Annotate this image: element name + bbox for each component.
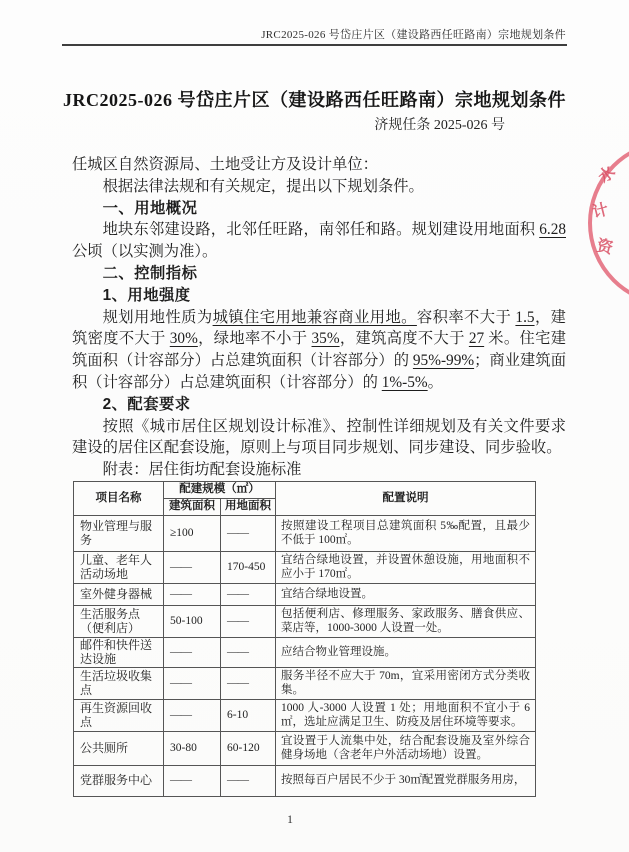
para-land-intensity: [72, 307, 566, 394]
seal-character: 资: [594, 237, 615, 258]
land-area-value: [221, 606, 276, 638]
land-area-value: [221, 638, 276, 668]
heading-control-indicators: [72, 263, 566, 285]
not-applicable-dash: ——: [227, 526, 248, 539]
land-area-value: 60-120: [221, 732, 276, 766]
build-area-value: 30-80: [164, 732, 221, 766]
item-name: 生活垃圾收集点: [74, 668, 164, 700]
not-applicable-dash: ——: [170, 708, 191, 721]
text-segment: 规划用地性质为: [102, 308, 213, 326]
document-number: 济规任条 2025-026 号: [374, 118, 505, 133]
text-segment: ；商业建筑面积（计容部分）占总建筑面积（计容部分）的: [72, 352, 566, 391]
build-area-value: [164, 668, 221, 700]
para-supporting-requirements: [72, 416, 566, 460]
body-text: [72, 154, 566, 481]
config-description: 1000 人-3000 人设置 1 处；用地面积不宜小于 6㎡，选址应满足卫生、防疫及居住环境等要求。: [276, 700, 536, 732]
config-description: 宜结合绿地设置，并设置休憩设施，用地面积不应小于 170㎡。: [276, 552, 536, 584]
underlined-value: 城镇住宅用地兼容商业用地。: [212, 308, 417, 326]
table-header-land-area: 用地面积: [221, 499, 276, 516]
build-area-value: [164, 700, 221, 732]
text-segment: 1、用地强度: [102, 286, 191, 304]
table-row: [74, 766, 536, 797]
config-description: 宜设置于人流集中处，结合配套设施及室外综合健身场地（含老年户外活动场地）设置。: [276, 732, 536, 766]
build-area-value: ≥100: [164, 516, 221, 552]
table-row: [74, 552, 536, 584]
not-applicable-dash: ——: [227, 614, 248, 627]
not-applicable-dash: ——: [227, 676, 248, 689]
heading-land-intensity: [72, 285, 566, 307]
document-title: JRC2025-026 号岱庄片区（建设路西任旺路南）宗地规划条件: [63, 90, 566, 110]
build-area-value: [164, 584, 221, 606]
underlined-value: 30%: [169, 330, 198, 348]
not-applicable-dash: ——: [170, 645, 191, 658]
underlined-value: 35%: [311, 330, 340, 348]
underlined-value: 1.5: [515, 308, 535, 326]
underlined-value: 95%-99%: [412, 352, 475, 370]
para-land-overview: [72, 219, 566, 263]
text-segment: ，建筑高度不大于: [339, 330, 469, 348]
build-area-value: [164, 766, 221, 797]
not-applicable-dash: ——: [227, 587, 248, 600]
not-applicable-dash: ——: [170, 774, 191, 787]
item-name: 室外健身器械: [74, 584, 164, 606]
text-segment: 2、配套要求: [102, 395, 191, 413]
text-segment: 地块东邻建设路，北邻任旺路，南邻任和路。规划建设用地面积: [102, 221, 540, 239]
text-segment: 根据法律法规和有关规定，提出以下规划条件。: [102, 177, 424, 195]
underlined-value: 27: [468, 330, 485, 348]
table-header-config-desc: 配置说明: [276, 482, 536, 516]
page-number: 1: [287, 812, 293, 826]
build-area-value: [164, 638, 221, 668]
seal-character: 计: [590, 201, 611, 222]
item-name: 再生资源回收点: [74, 700, 164, 732]
annex-caption: [72, 459, 566, 481]
not-applicable-dash: ——: [227, 645, 248, 658]
table-header-scale-group: 配建规模（㎡）: [164, 482, 276, 499]
text-segment: 。: [427, 373, 443, 391]
item-name: 生活服务点（便利店）: [74, 606, 164, 638]
not-applicable-dash: ——: [170, 560, 191, 573]
text-segment: 公顷（以实测为准）。: [72, 243, 218, 261]
item-name: 物业管理与服务: [74, 516, 164, 552]
text-segment: 一、用地概况: [102, 199, 198, 217]
text-segment: 二、控制指标: [102, 264, 198, 282]
config-description: 应结合物业管理设施。: [276, 638, 536, 668]
land-area-value: [221, 516, 276, 552]
table-header-row-1: [74, 482, 536, 499]
table-row: [74, 700, 536, 732]
running-header: JRC2025-026 号岱庄片区（建设路西任旺路南）宗地规划条件: [261, 29, 566, 41]
config-description: 包括便利店、修理服务、家政服务、膳食供应、菜店等，1000-3000 人设置一处。: [276, 606, 536, 638]
underlined-value: 1%-5%: [381, 373, 428, 391]
config-description: 按照每百户居民不少于 30㎡配置党群服务用房，: [276, 766, 536, 797]
item-name: 公共厕所: [74, 732, 164, 766]
salutation: [72, 154, 566, 176]
table-row: [74, 606, 536, 638]
text-segment: 按照《城市居住区规划设计标准》、控制性详细规划及有关文件要求建设的居住区配套设施，原则上与项目同步规划、同步建设、同步验收。: [72, 417, 566, 457]
land-area-value: [221, 766, 276, 797]
land-area-value: 170-450: [221, 552, 276, 584]
header-rule: [62, 44, 567, 46]
annex-table-body: [74, 516, 536, 797]
table-row: [74, 516, 536, 552]
build-area-value: [164, 552, 221, 584]
seal-character: 水: [595, 163, 619, 187]
heading-supporting-requirements: [72, 394, 566, 416]
table-row: [74, 584, 536, 606]
preamble: [72, 176, 566, 198]
config-description: 按照建设工程项目总建筑面积 5‰配置，且最少不低于 100㎡。: [276, 516, 536, 552]
table-row: [74, 732, 536, 766]
land-area-value: 6-10: [221, 700, 276, 732]
text-segment: ，绿地率不小于: [197, 330, 312, 348]
item-name: 党群服务中心: [74, 766, 164, 797]
table-header-item-name: 项目名称: [74, 482, 164, 516]
table-row: [74, 668, 536, 700]
not-applicable-dash: ——: [170, 676, 191, 689]
item-name: 儿童、老年人活动场地: [74, 552, 164, 584]
underlined-value: 6.28: [539, 221, 566, 239]
heading-land-overview: [72, 198, 566, 220]
text-segment: 米。住宅建筑面积（计容部分）占总建筑面积（计容部分）的: [72, 330, 567, 370]
not-applicable-dash: ——: [170, 587, 191, 600]
text-segment: ，建筑密度不大于: [72, 308, 566, 348]
text-segment: 附表：居住街坊配套设施标准: [102, 461, 302, 479]
item-name: 邮件和快件送达设施: [74, 638, 164, 668]
land-area-value: [221, 584, 276, 606]
text-segment: 容积率不大于: [416, 308, 516, 326]
config-description: 宜结合绿地设置。: [276, 584, 536, 606]
build-area-value: 50-100: [164, 606, 221, 638]
table-header-build-area: 建筑面积: [164, 499, 221, 516]
text-segment: 任城区自然资源局、土地受让方及设计单位：: [72, 156, 378, 173]
land-area-value: [221, 668, 276, 700]
annex-table: [73, 481, 536, 797]
config-description: 服务半径不应大于 70m，宜采用密闭方式分类收集。: [276, 668, 536, 700]
table-row: [74, 638, 536, 668]
not-applicable-dash: ——: [227, 774, 248, 787]
